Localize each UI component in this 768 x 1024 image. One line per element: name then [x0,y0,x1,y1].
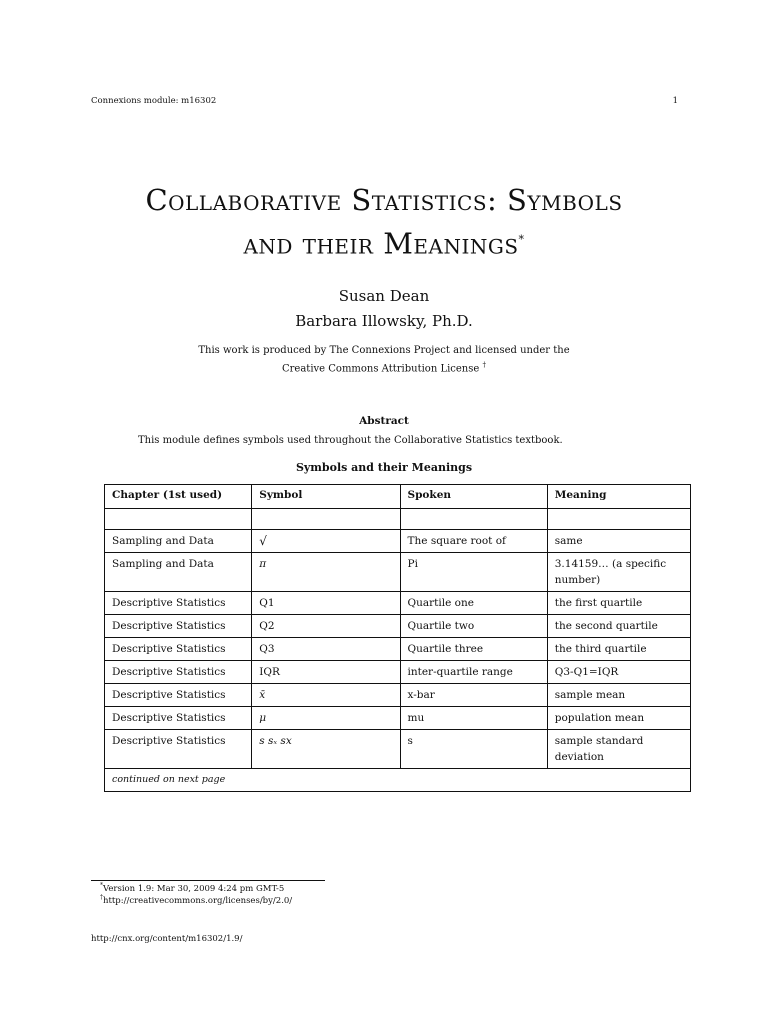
table-cell-symbol: μ [252,707,400,730]
table-caption: Symbols and their Meanings [295,461,473,474]
title-line-1: Collaborative Statistics: Symbols [145,183,623,217]
table-cell-meaning: sample standard deviation [547,730,690,769]
author-2: Barbara Illowsky, Ph.D. [295,312,473,330]
running-header-module: Connexions module: m16302 [91,96,217,106]
table-cell-spoken: mu [400,707,547,730]
table-row [105,592,691,615]
license-notice [0,343,768,376]
table-row [105,530,691,553]
table-row [105,638,691,661]
page-number: 1 [672,96,678,106]
abstract-text: This module defines symbols used throughout the Collaborative Statistics textbook. [138,435,563,446]
license-line-2-text: Creative Commons Attribution License [282,363,480,375]
table-cell-chapter: Descriptive Statistics [105,684,252,707]
table-cell-meaning: the third quartile [547,638,690,661]
author-1: Susan Dean [338,287,430,305]
symbols-table [104,484,691,792]
abstract-heading: Abstract [359,415,409,427]
table-cell-spoken: Quartile one [400,592,547,615]
table-cell-spoken: Quartile three [400,638,547,661]
table-cell-symbol: Q3 [252,638,400,661]
table-row [105,553,691,592]
table-cell-spoken: inter-quartile range [400,661,547,684]
footnote-license-mark: † [100,894,103,901]
table-cell-symbol: π [252,553,400,592]
table-cell-symbol: Q1 [252,592,400,615]
table-cell-meaning: the second quartile [547,615,690,638]
table-cell-meaning: population mean [547,707,690,730]
header-symbol: Symbol [252,485,400,509]
table-row [105,615,691,638]
table-cell-chapter: Descriptive Statistics [105,730,252,769]
table-cell-chapter: Descriptive Statistics [105,661,252,684]
table-cell-symbol: Q2 [252,615,400,638]
license-line-2 [0,358,768,376]
table-cell-chapter: Sampling and Data [105,553,252,592]
table-cell-meaning: 3.14159… (a specific number) [547,553,690,592]
table-row-empty [105,509,691,530]
continued-note: continued on next page [105,769,691,792]
footer-url-link[interactable]: http://cnx.org/content/m16302/1.9/ [91,934,243,944]
table-header-row [105,485,691,509]
table-row [105,684,691,707]
title-footnote-mark: * [518,233,525,246]
header-meaning: Meaning [547,485,690,509]
table-cell-symbol: x̄ [252,684,400,707]
table-cell-meaning: same [547,530,690,553]
table-cell-symbol: s sₓ sx [252,730,400,769]
table-cell-meaning: sample mean [547,684,690,707]
table-cell-chapter: Descriptive Statistics [105,638,252,661]
table-cell-chapter: Descriptive Statistics [105,592,252,615]
table-cell [105,509,252,530]
title-line-2 [0,220,768,264]
footnote-version [100,882,284,894]
table-cell-spoken: Pi [400,553,547,592]
table-cell [252,509,400,530]
table-row [105,661,691,684]
table-cell [400,509,547,530]
header-spoken: Spoken [400,485,547,509]
table-cell-chapter: Descriptive Statistics [105,707,252,730]
header-chapter: Chapter (1st used) [105,485,252,509]
table-row [105,707,691,730]
table-cell [547,509,690,530]
license-line-1: This work is produced by The Connexions Project and licensed under the [198,345,570,356]
table-cell-meaning: Q3-Q1=IQR [547,661,690,684]
title-line-2-text: and their Meanings [243,226,519,261]
table-cell-spoken: Quartile two [400,615,547,638]
footnote-license [100,894,292,906]
table-cell-symbol: √ [252,530,400,553]
footnote-version-text: Version 1.9: Mar 30, 2009 4:24 pm GMT-5 [103,883,285,894]
table-cell-chapter: Descriptive Statistics [105,615,252,638]
table-cell-symbol: IQR [252,661,400,684]
table-cell-spoken: The square root of [400,530,547,553]
license-footnote-mark: † [482,361,486,369]
footnote-version-mark: * [100,882,103,889]
continued-row [105,769,691,792]
footnote-license-url[interactable]: http://creativecommons.org/licenses/by/2.0/ [103,895,293,906]
footnote-divider [91,880,325,881]
table-row [105,730,691,769]
table-cell-chapter: Sampling and Data [105,530,252,553]
table-cell-spoken: x-bar [400,684,547,707]
authors [0,284,768,334]
document-title [0,180,768,264]
table-cell-meaning: the first quartile [547,592,690,615]
table-cell-spoken: s [400,730,547,769]
